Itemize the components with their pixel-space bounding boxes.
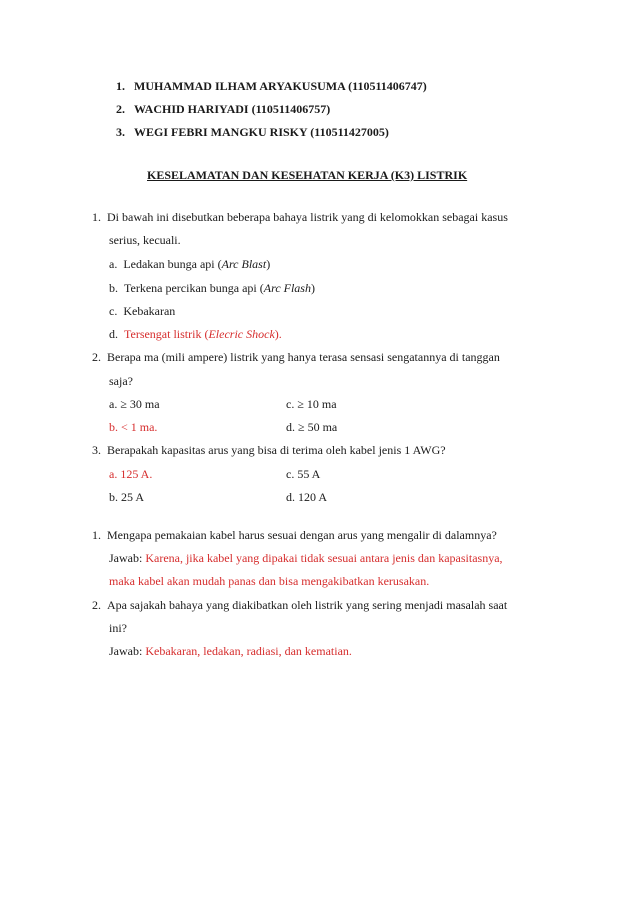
question-text: Berapa ma (mili ampere) listrik yang hanya terasa sensasi sengatannya di tanggan bbox=[107, 350, 500, 364]
option-suffix: ) bbox=[266, 257, 271, 271]
author-2 bbox=[116, 101, 330, 117]
option-prefix: b. bbox=[109, 281, 118, 295]
essay-question-1 bbox=[92, 527, 497, 543]
answer-italic: Elecric Shock bbox=[208, 327, 275, 341]
option-prefix: a. bbox=[109, 257, 118, 271]
mc-2-option-d: d. ≥ 50 ma bbox=[286, 420, 338, 434]
answer-text: Karena, jika kabel yang dipakai tidak sesuai antara jenis dan kapasitasnya, bbox=[145, 551, 503, 565]
question-text: Apa sajakah bahaya yang diakibatkan oleh listrik yang sering menjadi masalah saat bbox=[107, 598, 508, 612]
question-number: 3. bbox=[92, 443, 101, 457]
essay-question-2 bbox=[92, 597, 507, 613]
essay-question-2-line2: ini? bbox=[109, 621, 127, 635]
author-3 bbox=[116, 124, 389, 140]
answer-label: Jawab: bbox=[109, 644, 143, 658]
option-text: Terkena percikan bunga api ( bbox=[124, 281, 264, 295]
answer-suffix: ). bbox=[274, 327, 282, 341]
question-number: 2. bbox=[92, 350, 101, 364]
mc-question-1 bbox=[92, 209, 508, 225]
mc-question-2 bbox=[92, 349, 500, 365]
option-prefix: c. bbox=[109, 304, 118, 318]
author-text: WACHID HARIYADI (110511406757) bbox=[134, 102, 331, 116]
mc-question-1-line2: serius, kecuali. bbox=[109, 233, 181, 247]
option-suffix: ) bbox=[310, 281, 315, 295]
question-text: Di bawah ini disebutkan beberapa bahaya listrik yang di kelomokkan sebagai kasus bbox=[107, 210, 508, 224]
mc-3-option-a: a. 125 A. bbox=[109, 467, 153, 481]
question-number: 2. bbox=[92, 598, 101, 612]
essay-answer-2 bbox=[109, 643, 352, 659]
answer-text: Tersengat listrik ( bbox=[124, 327, 209, 341]
question-number: 1. bbox=[92, 210, 101, 224]
question-text: Mengapa pemakaian kabel harus sesuai dengan arus yang mengalir di dalamnya? bbox=[107, 528, 497, 542]
mc-2-option-c: c. ≥ 10 ma bbox=[286, 397, 337, 411]
mc-1-option-b bbox=[109, 280, 315, 296]
mc-question-3 bbox=[92, 442, 446, 458]
document-title: KESELAMATAN DAN KESEHATAN KERJA (K3) LISTRIK bbox=[147, 168, 468, 182]
mc-3-option-d: d. 120 A bbox=[286, 490, 328, 504]
mc-3-option-b: b. 25 A bbox=[109, 490, 145, 504]
mc-question-2-line2: saja? bbox=[109, 374, 133, 388]
option-text: Ledakan bunga api ( bbox=[123, 257, 222, 271]
option-text: Kebakaran bbox=[123, 304, 176, 318]
essay-answer-1 bbox=[109, 550, 503, 566]
option-italic: Arc Flash bbox=[263, 281, 311, 295]
answer-text: Kebakaran, ledakan, radiasi, dan kematian. bbox=[145, 644, 352, 658]
mc-1-option-d bbox=[109, 326, 282, 342]
option-prefix: d. bbox=[109, 327, 118, 341]
author-number: 1. bbox=[116, 79, 125, 93]
mc-2-option-a: a. ≥ 30 ma bbox=[109, 397, 160, 411]
mc-1-option-a bbox=[109, 256, 270, 272]
question-number: 1. bbox=[92, 528, 101, 542]
answer-label: Jawab: bbox=[109, 551, 143, 565]
mc-1-option-c bbox=[109, 303, 175, 319]
option-italic: Arc Blast bbox=[221, 257, 267, 271]
essay-answer-1-line2: maka kabel akan mudah panas dan bisa mengakibatkan kerusakan. bbox=[109, 574, 430, 588]
author-number: 3. bbox=[116, 125, 125, 139]
author-number: 2. bbox=[116, 102, 125, 116]
author-1 bbox=[116, 78, 427, 94]
mc-2-option-b: b. < 1 ma. bbox=[109, 420, 158, 434]
author-text: MUHAMMAD ILHAM ARYAKUSUMA (110511406747) bbox=[134, 79, 427, 93]
mc-3-option-c: c. 55 A bbox=[286, 467, 321, 481]
author-text: WEGI FEBRI MANGKU RISKY (110511427005) bbox=[134, 125, 389, 139]
question-text: Berapakah kapasitas arus yang bisa di terima oleh kabel jenis 1 AWG? bbox=[107, 443, 446, 457]
